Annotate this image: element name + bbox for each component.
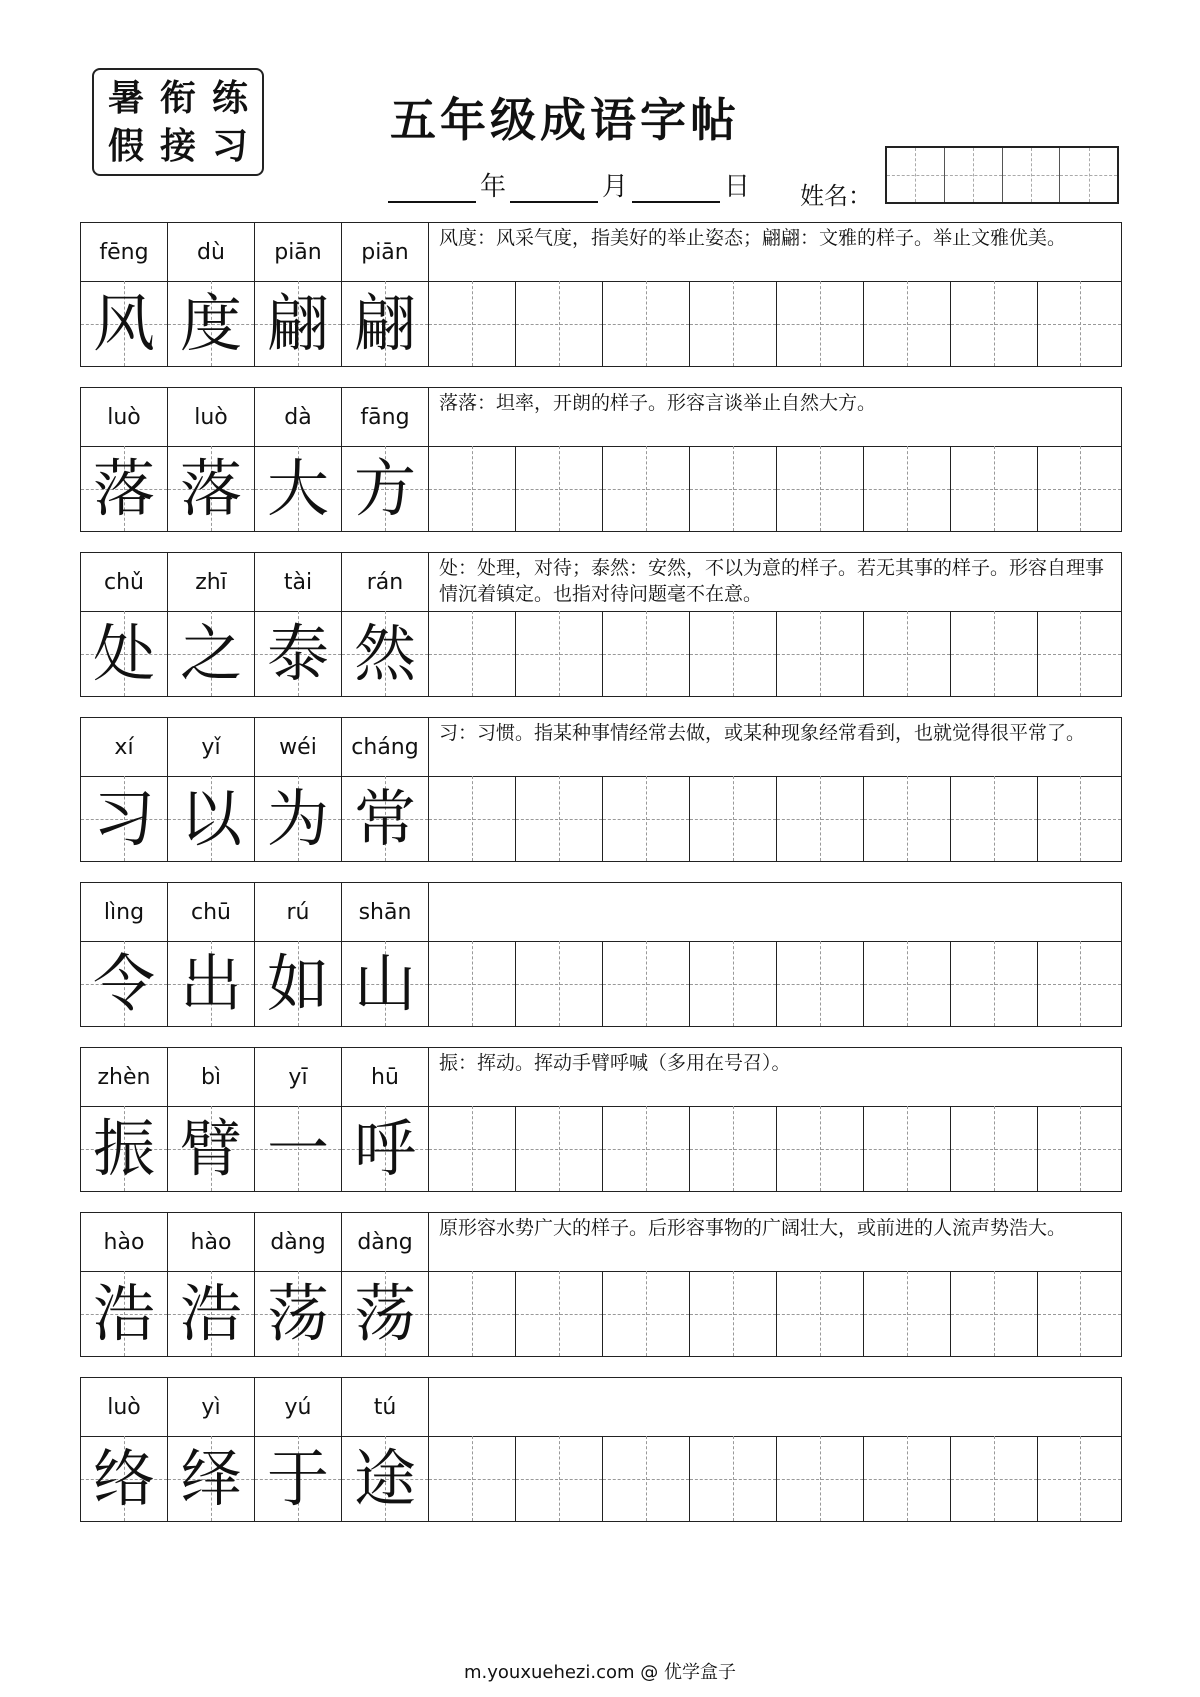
- pinyin-cell: shān: [342, 883, 429, 941]
- practice-cell[interactable]: [429, 611, 516, 696]
- practice-cell[interactable]: [516, 776, 603, 861]
- character-glyph: 于: [266, 1441, 329, 1515]
- model-character: [255, 281, 342, 366]
- character-glyph: 泰: [266, 616, 329, 690]
- character-glyph: 以: [179, 781, 242, 855]
- model-character: [81, 446, 168, 531]
- pinyin-cell: piān: [255, 223, 342, 281]
- character-glyph: 荡: [353, 1276, 416, 1350]
- idiom-definition: [429, 883, 1121, 941]
- pinyin-cell: fēng: [81, 223, 168, 281]
- model-character: [81, 941, 168, 1026]
- model-character: [342, 1271, 429, 1356]
- idiom-block: [80, 717, 1122, 862]
- practice-cell[interactable]: [864, 1106, 951, 1191]
- pinyin-cell: rú: [255, 883, 342, 941]
- idiom-definition: [429, 1378, 1121, 1436]
- character-glyph: 臂: [179, 1111, 242, 1185]
- practice-cell[interactable]: [603, 611, 690, 696]
- model-character: [255, 1436, 342, 1521]
- name-box[interactable]: [944, 148, 1002, 202]
- pinyin-cell: lìng: [81, 883, 168, 941]
- character-glyph: 如: [266, 946, 329, 1020]
- practice-cell[interactable]: [864, 281, 951, 366]
- footer-watermark: m.youxuehezi.com @ 优学盒子: [463, 1662, 736, 1683]
- pinyin-row: [81, 223, 1121, 282]
- model-character: [168, 1271, 255, 1356]
- model-character: [81, 611, 168, 696]
- practice-cell[interactable]: [429, 1436, 516, 1521]
- idiom-definition: 落落：坦率，开朗的样子。形容言谈举止自然大方。: [439, 392, 877, 414]
- model-character: [81, 281, 168, 366]
- character-glyph: 翩: [266, 286, 329, 360]
- practice-cell[interactable]: [864, 776, 951, 861]
- name-input-grid[interactable]: [885, 146, 1119, 204]
- practice-cell[interactable]: [864, 446, 951, 531]
- character-glyph: 翩: [353, 286, 416, 360]
- idiom-block: [80, 387, 1122, 532]
- practice-cell[interactable]: [690, 611, 777, 696]
- character-glyph: 落: [92, 451, 155, 525]
- stamp-char: 练: [211, 77, 248, 119]
- character-glyph: 落: [179, 451, 242, 525]
- practice-cell[interactable]: [864, 941, 951, 1026]
- pinyin-cell: yú: [255, 1378, 342, 1436]
- name-label: 姓名：: [800, 182, 872, 210]
- practice-cell[interactable]: [777, 941, 864, 1026]
- practice-cell[interactable]: [1038, 941, 1121, 1026]
- name-box[interactable]: [1059, 148, 1117, 202]
- name-box[interactable]: [887, 148, 944, 202]
- practice-cell[interactable]: [429, 446, 516, 531]
- practice-cell[interactable]: [951, 281, 1038, 366]
- practice-cell[interactable]: [516, 611, 603, 696]
- model-character: [342, 1436, 429, 1521]
- character-glyph: 方: [353, 451, 416, 525]
- character-glyph: 习: [92, 781, 155, 855]
- pinyin-cell: tài: [255, 553, 342, 611]
- pinyin-row: [81, 1378, 1121, 1437]
- pinyin-cell: yǐ: [168, 718, 255, 776]
- practice-cell[interactable]: [864, 1271, 951, 1356]
- practice-cell[interactable]: [429, 1106, 516, 1191]
- model-character: [342, 1106, 429, 1191]
- idiom-definition: 振：挥动。挥动手臂呼喊（多用在号召）。: [439, 1052, 791, 1074]
- practice-cell[interactable]: [690, 941, 777, 1026]
- practice-cell[interactable]: [516, 281, 603, 366]
- stamp-char: 接: [159, 125, 196, 167]
- practice-cell[interactable]: [603, 281, 690, 366]
- practice-cell[interactable]: [429, 941, 516, 1026]
- model-character: [342, 446, 429, 531]
- practice-cell[interactable]: [777, 1106, 864, 1191]
- practice-cell[interactable]: [1038, 776, 1121, 861]
- model-character: [342, 776, 429, 861]
- practice-cell[interactable]: [777, 446, 864, 531]
- idiom-definition: 处：处理，对待；泰然：安然，不以为意的样子。若无其事的样子。形容自理事情沉着镇定。也指对待问题毫不在意。: [439, 557, 1105, 605]
- model-character: [255, 1106, 342, 1191]
- pinyin-cell: dù: [168, 223, 255, 281]
- idiom-block: [80, 1212, 1122, 1357]
- year-label: 年: [480, 172, 507, 202]
- practice-cell[interactable]: [951, 611, 1038, 696]
- pinyin-row: [81, 388, 1121, 447]
- practice-cell[interactable]: [690, 446, 777, 531]
- day-label: 日: [724, 172, 751, 202]
- practice-cell[interactable]: [516, 941, 603, 1026]
- practice-cell[interactable]: [603, 446, 690, 531]
- practice-cell[interactable]: [603, 1271, 690, 1356]
- practice-cell[interactable]: [690, 281, 777, 366]
- character-glyph: 然: [353, 616, 416, 690]
- name-box[interactable]: [1002, 148, 1060, 202]
- character-row: [81, 1106, 1121, 1191]
- practice-cell[interactable]: [690, 1436, 777, 1521]
- model-character: [81, 1436, 168, 1521]
- practice-cell[interactable]: [1038, 1106, 1121, 1191]
- year-blank[interactable]: [388, 171, 476, 203]
- practice-cell[interactable]: [1038, 1271, 1121, 1356]
- stamp-char: 衔: [159, 77, 196, 119]
- character-glyph: 绎: [179, 1441, 242, 1515]
- pinyin-cell: xí: [81, 718, 168, 776]
- model-character: [342, 281, 429, 366]
- pinyin-cell: dàng: [255, 1213, 342, 1271]
- pinyin-row: [81, 1048, 1121, 1107]
- pinyin-row: [81, 553, 1121, 612]
- pinyin-cell: yì: [168, 1378, 255, 1436]
- practice-cell[interactable]: [690, 1106, 777, 1191]
- model-character: [168, 1106, 255, 1191]
- practice-cell[interactable]: [429, 281, 516, 366]
- pinyin-cell: wéi: [255, 718, 342, 776]
- pinyin-row: [81, 718, 1121, 777]
- practice-cell[interactable]: [603, 941, 690, 1026]
- character-glyph: 常: [353, 781, 416, 855]
- pinyin-cell: luò: [81, 1378, 168, 1436]
- practice-cell[interactable]: [864, 1436, 951, 1521]
- character-glyph: 处: [92, 616, 155, 690]
- idiom-definition: 习：习惯。指某种事情经常去做，或某种现象经常看到，也就觉得很平常了。: [439, 722, 1086, 744]
- summer-practice-stamp: [92, 68, 264, 176]
- pinyin-cell: dàng: [342, 1213, 429, 1271]
- practice-cell[interactable]: [777, 1271, 864, 1356]
- practice-cell[interactable]: [690, 776, 777, 861]
- page-title: 五年级成语字帖: [390, 93, 740, 147]
- character-glyph: 风: [92, 286, 155, 360]
- model-character: [255, 1271, 342, 1356]
- model-character: [168, 281, 255, 366]
- pinyin-cell: yī: [255, 1048, 342, 1106]
- pinyin-cell: hào: [81, 1213, 168, 1271]
- practice-cell[interactable]: [603, 1436, 690, 1521]
- pinyin-cell: zhī: [168, 553, 255, 611]
- character-glyph: 络: [92, 1441, 155, 1515]
- pinyin-cell: piān: [342, 223, 429, 281]
- character-glyph: 为: [266, 781, 329, 855]
- pinyin-cell: dà: [255, 388, 342, 446]
- practice-cell[interactable]: [951, 1106, 1038, 1191]
- practice-cell[interactable]: [1038, 281, 1121, 366]
- practice-cell[interactable]: [516, 1436, 603, 1521]
- character-row: [81, 941, 1121, 1026]
- pinyin-cell: zhèn: [81, 1048, 168, 1106]
- stamp-char: 暑: [107, 77, 144, 119]
- practice-cell[interactable]: [1038, 611, 1121, 696]
- model-character: [168, 446, 255, 531]
- practice-cell[interactable]: [1038, 1436, 1121, 1521]
- month-blank[interactable]: [510, 171, 598, 203]
- pinyin-cell: hū: [342, 1048, 429, 1106]
- practice-cell[interactable]: [951, 1271, 1038, 1356]
- model-character: [81, 1106, 168, 1191]
- character-glyph: 浩: [92, 1276, 155, 1350]
- pinyin-row: [81, 883, 1121, 942]
- pinyin-cell: luò: [81, 388, 168, 446]
- practice-cell[interactable]: [951, 1436, 1038, 1521]
- practice-cell[interactable]: [690, 1271, 777, 1356]
- character-glyph: 度: [179, 286, 242, 360]
- character-glyph: 浩: [179, 1276, 242, 1350]
- pinyin-cell: cháng: [342, 718, 429, 776]
- practice-cell[interactable]: [777, 611, 864, 696]
- pinyin-cell: fāng: [342, 388, 429, 446]
- idiom-definition: 风度：风采气度，指美好的举止姿态；翩翩：文雅的样子。举止文雅优美。: [439, 227, 1067, 249]
- character-row: [81, 281, 1121, 366]
- model-character: [255, 611, 342, 696]
- character-glyph: 振: [92, 1111, 155, 1185]
- idiom-block: [80, 552, 1122, 697]
- character-row: [81, 1436, 1121, 1521]
- character-glyph: 呼: [353, 1111, 416, 1185]
- idiom-definition: 原形容水势广大的样子。后形容事物的广阔壮大，或前进的人流声势浩大。: [439, 1217, 1067, 1239]
- model-character: [168, 776, 255, 861]
- pinyin-row: [81, 1213, 1121, 1272]
- practice-cell[interactable]: [429, 776, 516, 861]
- practice-cell[interactable]: [777, 776, 864, 861]
- practice-cell[interactable]: [429, 1271, 516, 1356]
- model-character: [168, 1436, 255, 1521]
- practice-cell[interactable]: [603, 776, 690, 861]
- character-glyph: 出: [179, 946, 242, 1020]
- practice-cell[interactable]: [777, 281, 864, 366]
- idiom-block: [80, 222, 1122, 367]
- pinyin-cell: luò: [168, 388, 255, 446]
- character-glyph: 一: [266, 1111, 329, 1185]
- character-row: [81, 776, 1121, 861]
- practice-cell[interactable]: [951, 941, 1038, 1026]
- idiom-block: [80, 1047, 1122, 1192]
- stamp-char: 假: [107, 125, 144, 167]
- month-label: 月: [602, 172, 629, 202]
- character-glyph: 之: [179, 616, 242, 690]
- pinyin-cell: chǔ: [81, 553, 168, 611]
- pinyin-cell: rán: [342, 553, 429, 611]
- pinyin-cell: chū: [168, 883, 255, 941]
- practice-cell[interactable]: [516, 446, 603, 531]
- model-character: [255, 941, 342, 1026]
- practice-cell[interactable]: [603, 1106, 690, 1191]
- character-row: [81, 446, 1121, 531]
- practice-cell[interactable]: [951, 776, 1038, 861]
- day-blank[interactable]: [632, 171, 720, 203]
- pinyin-cell: bì: [168, 1048, 255, 1106]
- character-glyph: 大: [266, 451, 329, 525]
- pinyin-cell: tú: [342, 1378, 429, 1436]
- date-line: [388, 166, 754, 203]
- character-glyph: 荡: [266, 1276, 329, 1350]
- model-character: [168, 941, 255, 1026]
- character-row: [81, 1271, 1121, 1356]
- character-glyph: 途: [353, 1441, 416, 1515]
- model-character: [342, 941, 429, 1026]
- idiom-block: [80, 882, 1122, 1027]
- practice-cell[interactable]: [777, 1436, 864, 1521]
- model-character: [342, 611, 429, 696]
- practice-cell[interactable]: [864, 611, 951, 696]
- practice-cell[interactable]: [951, 446, 1038, 531]
- practice-cell[interactable]: [1038, 446, 1121, 531]
- model-character: [81, 1271, 168, 1356]
- character-row: [81, 611, 1121, 696]
- idiom-block: [80, 1377, 1122, 1522]
- model-character: [168, 611, 255, 696]
- practice-cell[interactable]: [516, 1106, 603, 1191]
- character-glyph: 令: [92, 946, 155, 1020]
- pinyin-cell: hào: [168, 1213, 255, 1271]
- practice-cell[interactable]: [516, 1271, 603, 1356]
- model-character: [255, 446, 342, 531]
- stamp-char: 习: [211, 125, 248, 167]
- model-character: [255, 776, 342, 861]
- model-character: [81, 776, 168, 861]
- character-glyph: 山: [353, 946, 416, 1020]
